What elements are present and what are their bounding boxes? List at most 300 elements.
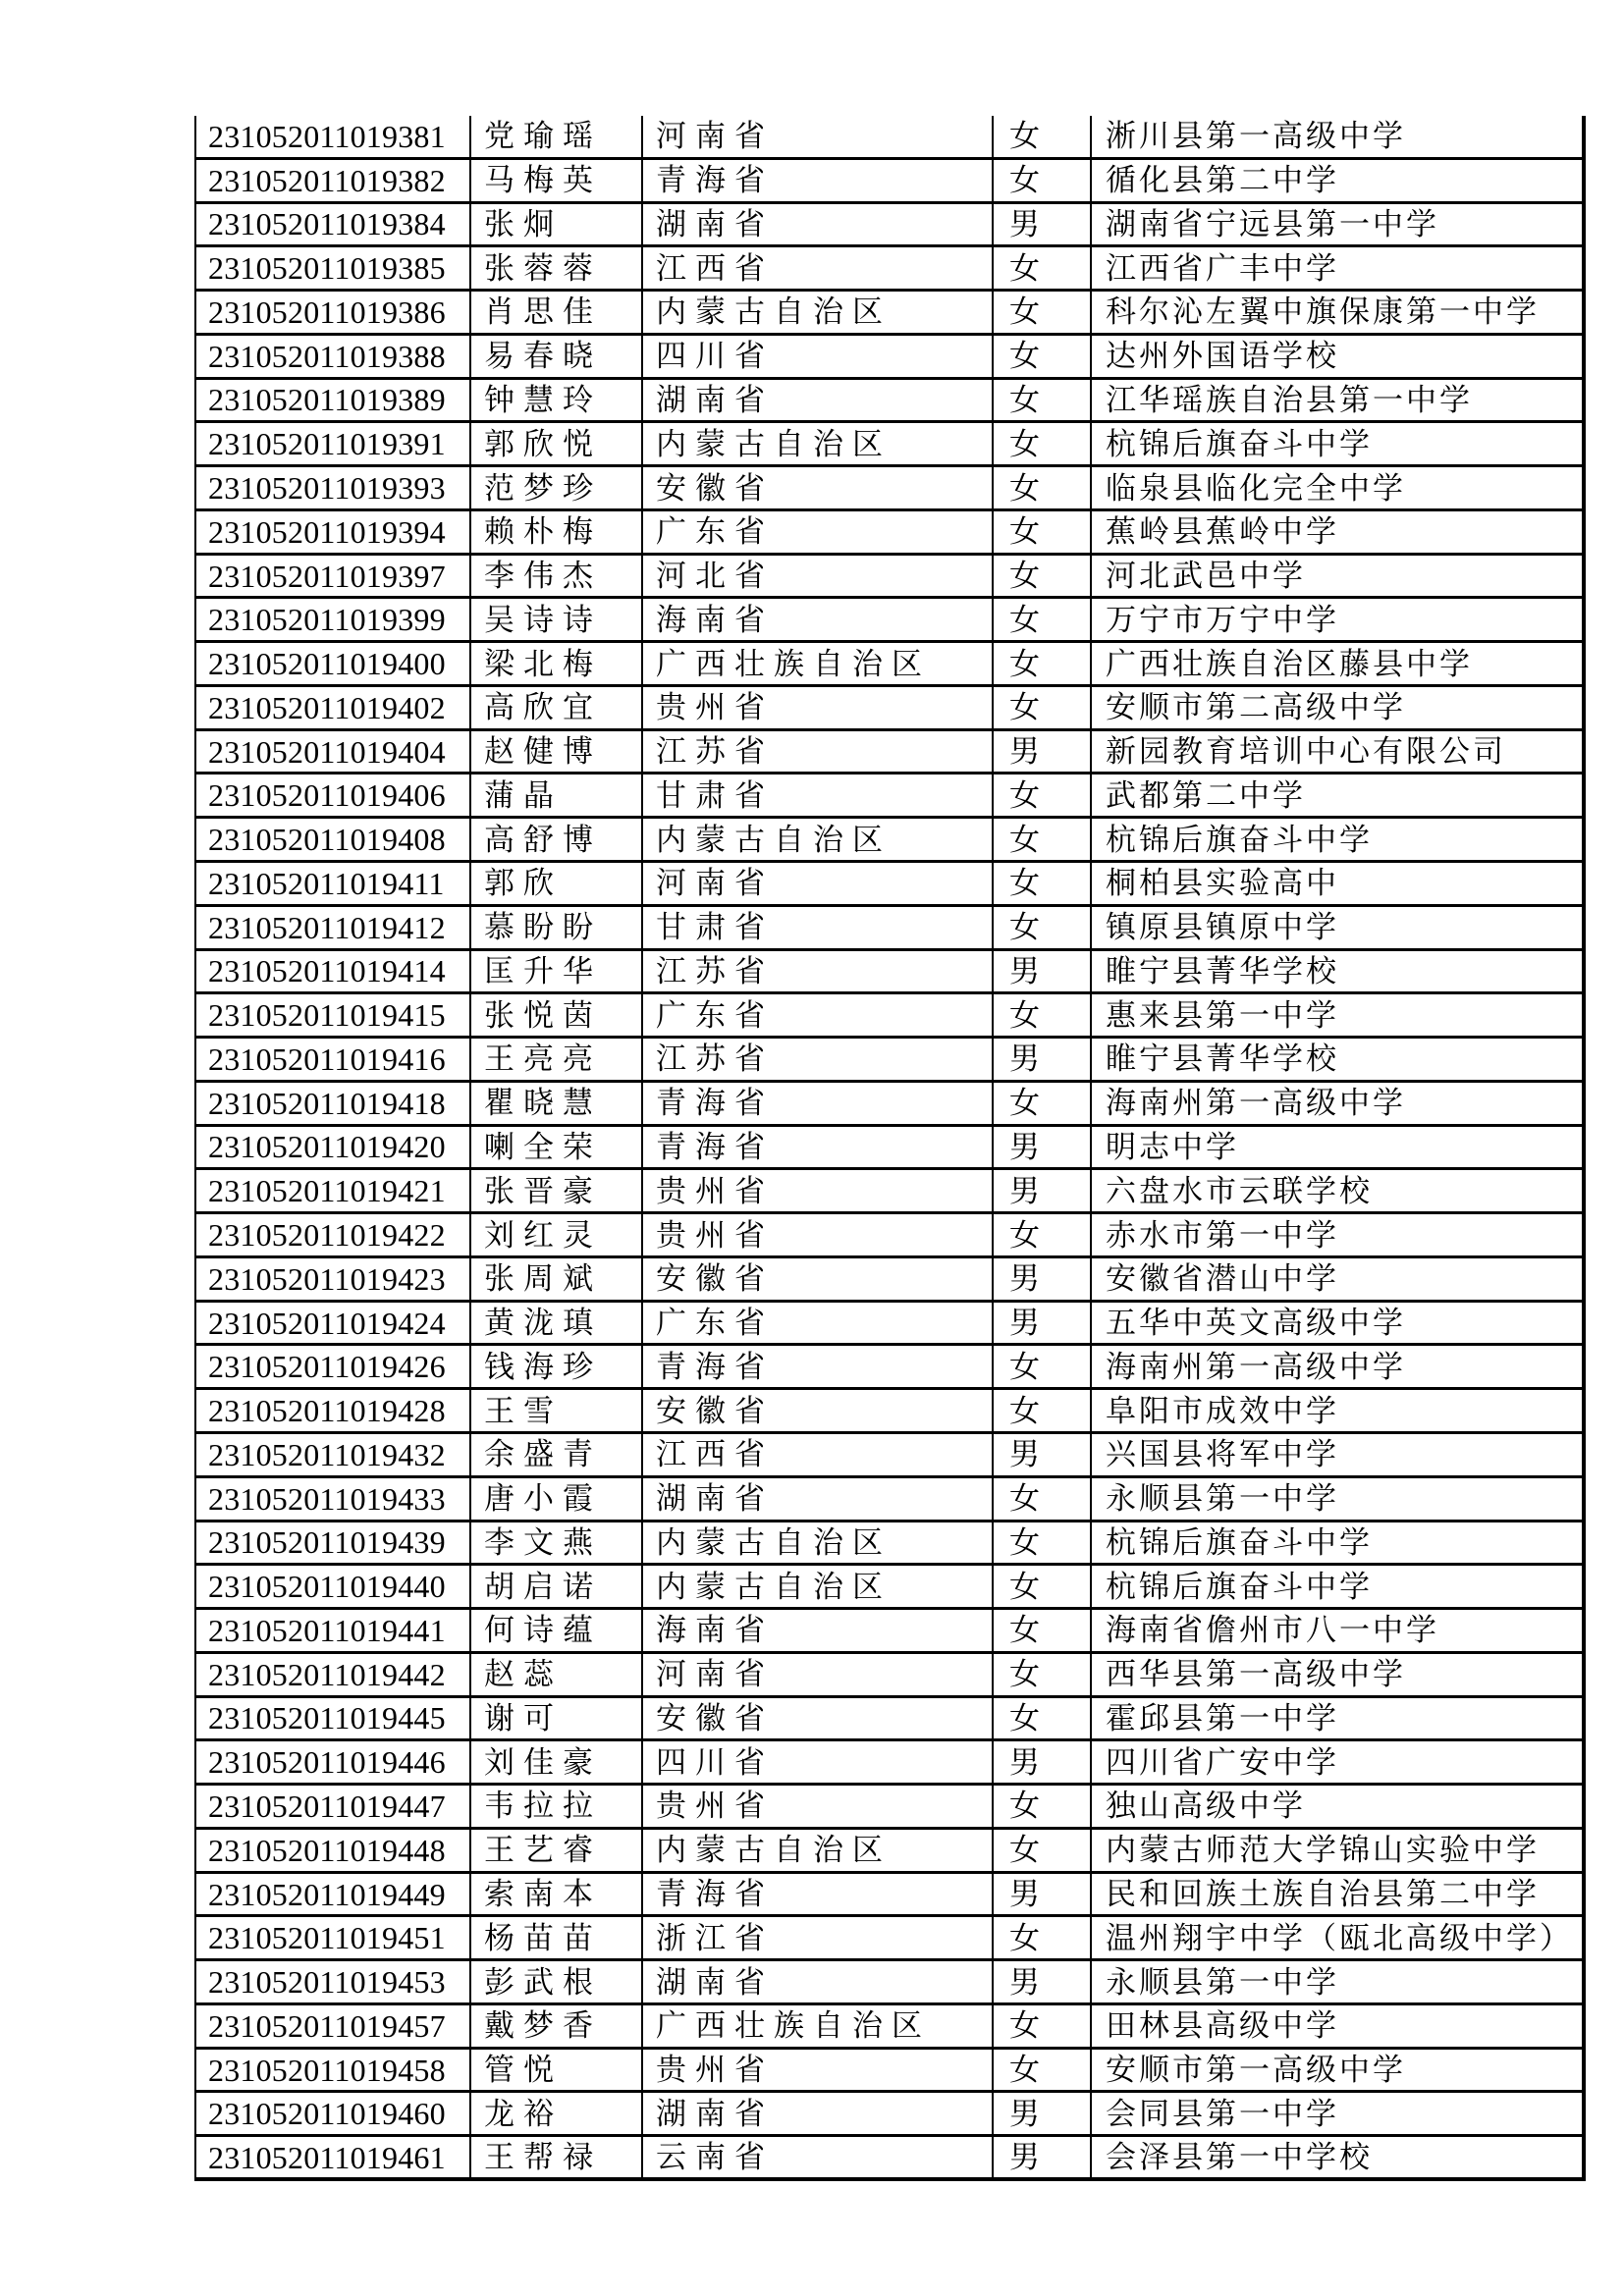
cell-exam-id [196,511,469,553]
cell-text: 五华中英文高级中学 [1106,1306,1406,1341]
cell-text: 张周斌 [484,1261,602,1297]
cell-exam-id [196,2050,469,2091]
cell-text: 蕉岭县蕉岭中学 [1106,514,1339,550]
cell-school [1090,863,1582,904]
cell-exam-id [196,1214,469,1255]
cell-province [641,1830,992,1871]
cell-name [469,1170,641,1211]
cell-province [641,1258,992,1300]
table-row [194,1083,1586,1127]
cell-text: 女 [1009,1086,1040,1121]
cell-text: 贵州省 [656,2053,774,2088]
cell-text: 女 [1009,250,1040,286]
cell-text: 女 [1009,514,1040,550]
cell-text: 231052011019461 [208,2139,446,2175]
cell-exam-id [196,1610,469,1651]
cell-name [469,380,641,421]
table-row [194,2137,1586,2181]
cell-gender [992,423,1090,464]
cell-text: 231052011019404 [208,733,446,770]
table-row [194,2050,1586,2094]
cell-gender [992,2050,1090,2091]
cell-gender [992,1917,1090,1958]
cell-text: 231052011019402 [208,689,446,725]
cell-text: 231052011019442 [208,1656,446,1692]
cell-gender [992,1127,1090,1168]
cell-name [469,1478,641,1520]
table-row [194,247,1586,292]
cell-name [469,1698,641,1739]
cell-province [641,1434,992,1475]
cell-text: 会泽县第一中学校 [1106,2140,1373,2175]
cell-text: 海南州第一高级中学 [1106,1086,1406,1121]
cell-text: 范梦珍 [484,470,602,506]
cell-text: 231052011019420 [208,1129,446,1165]
cell-exam-id [196,556,469,597]
cell-name [469,1258,641,1300]
table-row [194,116,1586,160]
cell-text: 唐小霞 [484,1481,602,1517]
cell-name [469,731,641,773]
cell-gender [992,1434,1090,1475]
cell-text: 镇原县镇原中学 [1106,910,1339,945]
cell-text: 张晋豪 [484,1173,602,1208]
cell-text: 231052011019446 [208,1744,446,1781]
cell-text: 海南州第一高级中学 [1106,1349,1406,1384]
cell-name [469,1522,641,1564]
cell-name [469,204,641,245]
cell-text: 231052011019389 [208,382,446,418]
cell-text: 安徽省 [656,1393,774,1428]
cell-text: 四川省 [656,1744,774,1780]
cell-text: 湖南省 [656,1964,774,2000]
table-row [194,292,1586,336]
cell-text: 万宁市万宁中学 [1106,602,1339,637]
cell-text: 男 [1009,206,1040,241]
cell-text: 李伟杰 [484,559,602,594]
cell-school [1090,336,1582,377]
cell-province [641,1039,992,1080]
cell-province [641,556,992,597]
cell-text: 女 [1009,559,1040,594]
cell-text: 胡启诺 [484,1569,602,1604]
cell-text: 湖南省 [656,206,774,241]
cell-province [641,2093,992,2134]
cell-text: 贵州省 [656,690,774,725]
cell-school [1090,292,1582,333]
cell-text: 杭锦后旗奋斗中学 [1106,426,1373,461]
cell-text: 女 [1009,690,1040,725]
cell-text: 西华县第一高级中学 [1106,1657,1406,1692]
table-row [194,1874,1586,1918]
cell-school [1090,1127,1582,1168]
cell-school [1090,116,1582,157]
cell-name [469,2137,641,2177]
cell-name [469,907,641,948]
cell-gender [992,819,1090,860]
cell-exam-id [196,1478,469,1520]
cell-text: 广东省 [656,514,774,550]
cell-province [641,1917,992,1958]
cell-text: 女 [1009,777,1040,813]
cell-text: 会同县第一中学 [1106,2096,1339,2131]
cell-name [469,1434,641,1475]
cell-text: 女 [1009,997,1040,1033]
cell-gender [992,687,1090,728]
cell-text: 王艺睿 [484,1833,602,1868]
cell-text: 女 [1009,1569,1040,1604]
cell-name [469,774,641,816]
cell-text: 循化县第二中学 [1106,163,1339,198]
cell-text: 桐柏县实验高中 [1106,866,1339,901]
cell-text: 安顺市第一高级中学 [1106,2053,1406,2088]
cell-text: 女 [1009,1481,1040,1517]
table-row [194,204,1586,248]
cell-school [1090,423,1582,464]
cell-text: 睢宁县菁华学校 [1106,953,1339,988]
cell-exam-id [196,1698,469,1739]
cell-text: 戴梦香 [484,2008,602,2044]
cell-province [641,1390,992,1431]
cell-text: 河北武邑中学 [1106,559,1306,594]
cell-name [469,819,641,860]
cell-exam-id [196,951,469,992]
cell-name [469,643,641,684]
cell-exam-id [196,2093,469,2134]
cell-text: 龙裕 [484,2096,563,2131]
cell-text: 独山高级中学 [1106,1789,1306,1824]
cell-text: 郭欣 [484,866,563,901]
cell-exam-id [196,2137,469,2177]
cell-exam-id [196,863,469,904]
cell-school [1090,1434,1582,1475]
cell-text: 达州外国语学校 [1106,339,1339,374]
cell-gender [992,160,1090,201]
cell-text: 慕盼盼 [484,910,602,945]
cell-text: 甘肃省 [656,910,774,945]
cell-gender [992,2137,1090,2177]
cell-text: 刘佳豪 [484,1744,602,1780]
cell-text: 女 [1009,2053,1040,2088]
cell-text: 河南省 [656,119,774,154]
cell-text: 杭锦后旗奋斗中学 [1106,1569,1373,1604]
cell-name [469,994,641,1036]
cell-province [641,774,992,816]
cell-text: 赵蕊 [484,1657,563,1692]
cell-text: 彭武根 [484,1964,602,2000]
cell-text: 男 [1009,1744,1040,1780]
cell-text: 田林县高级中学 [1106,2008,1339,2044]
cell-exam-id [196,1258,469,1300]
cell-text: 河南省 [656,1657,774,1692]
cell-school [1090,1214,1582,1255]
cell-text: 广西壮族自治区 [656,646,931,681]
cell-school [1090,247,1582,289]
cell-name [469,1566,641,1607]
cell-province [641,1874,992,1915]
cell-text: 女 [1009,602,1040,637]
cell-name [469,1961,641,2002]
cell-text: 云南省 [656,2140,774,2175]
cell-text: 231052011019393 [208,470,446,506]
cell-text: 231052011019424 [208,1305,446,1341]
cell-gender [992,1566,1090,1607]
cell-text: 王亮亮 [484,1041,602,1077]
cell-name [469,2093,641,2134]
cell-province [641,292,992,333]
cell-text: 广东省 [656,1306,774,1341]
cell-gender [992,1522,1090,1564]
cell-text: 科尔沁左翼中旗保康第一中学 [1106,294,1540,330]
student-roster-table [194,116,1586,2181]
cell-text: 杭锦后旗奋斗中学 [1106,1524,1373,1560]
cell-text: 231052011019391 [208,426,446,462]
cell-text: 索南本 [484,1877,602,1911]
cell-gender [992,511,1090,553]
cell-text: 安徽省 [656,1700,774,1735]
cell-school [1090,907,1582,948]
cell-text: 男 [1009,1173,1040,1208]
table-row [194,1127,1586,1171]
cell-text: 231052011019457 [208,2007,446,2044]
cell-gender [992,556,1090,597]
cell-text: 女 [1009,163,1040,198]
cell-text: 231052011019432 [208,1436,446,1472]
table-row [194,1258,1586,1303]
cell-text: 内蒙古师范大学锦山实验中学 [1106,1833,1540,1868]
cell-exam-id [196,774,469,816]
cell-text: 男 [1009,1306,1040,1341]
cell-gender [992,2005,1090,2047]
cell-name [469,599,641,640]
cell-school [1090,687,1582,728]
table-row [194,2093,1586,2137]
cell-text: 湖南省宁远县第一中学 [1106,206,1439,241]
cell-gender [992,1741,1090,1783]
cell-name [469,1741,641,1783]
cell-province [641,951,992,992]
cell-province [641,1654,992,1695]
cell-text: 海南省儋州市八一中学 [1106,1613,1439,1648]
cell-text: 永顺县第一中学 [1106,1964,1339,2000]
cell-text: 江西省广丰中学 [1106,250,1339,286]
cell-text: 男 [1009,1041,1040,1077]
cell-text: 231052011019441 [208,1612,446,1648]
cell-exam-id [196,423,469,464]
cell-name [469,951,641,992]
cell-text: 女 [1009,822,1040,857]
cell-exam-id [196,1039,469,1080]
table-row [194,556,1586,600]
cell-text: 贵州省 [656,1173,774,1208]
cell-school [1090,774,1582,816]
cell-exam-id [196,994,469,1036]
cell-school [1090,1258,1582,1300]
cell-name [469,863,641,904]
cell-gender [992,951,1090,992]
cell-text: 匡升华 [484,953,602,988]
cell-exam-id [196,687,469,728]
cell-province [641,1741,992,1783]
cell-province [641,467,992,508]
cell-province [641,994,992,1036]
cell-text: 江华瑶族自治县第一中学 [1106,382,1473,417]
cell-school [1090,1917,1582,1958]
table-row [194,1830,1586,1874]
cell-province [641,1961,992,2002]
cell-exam-id [196,247,469,289]
cell-gender [992,1303,1090,1344]
cell-name [469,1214,641,1255]
cell-text: 内蒙古自治区 [656,294,892,330]
cell-name [469,2050,641,2091]
cell-gender [992,1170,1090,1211]
cell-text: 男 [1009,1877,1040,1911]
cell-text: 钱海珍 [484,1349,602,1384]
cell-school [1090,1698,1582,1739]
cell-school [1090,819,1582,860]
cell-text: 男 [1009,953,1040,988]
cell-exam-id [196,336,469,377]
cell-text: 喇全荣 [484,1129,602,1164]
cell-text: 女 [1009,1920,1040,1955]
cell-province [641,247,992,289]
cell-exam-id [196,467,469,508]
cell-name [469,1786,641,1827]
cell-school [1090,643,1582,684]
cell-text: 张悦茵 [484,997,602,1033]
cell-province [641,687,992,728]
cell-gender [992,599,1090,640]
cell-text: 李文燕 [484,1524,602,1560]
cell-text: 231052011019399 [208,602,446,638]
cell-exam-id [196,1303,469,1344]
cell-text: 231052011019433 [208,1480,446,1517]
cell-exam-id [196,1654,469,1695]
cell-text: 郭欣悦 [484,426,602,461]
table-row [194,687,1586,731]
cell-name [469,116,641,157]
cell-text: 231052011019426 [208,1349,446,1385]
cell-gender [992,380,1090,421]
cell-text: 女 [1009,382,1040,417]
table-row [194,994,1586,1039]
cell-text: 231052011019439 [208,1524,446,1561]
cell-school [1090,2050,1582,2091]
cell-exam-id [196,1917,469,1958]
cell-text: 余盛青 [484,1437,602,1472]
cell-text: 吴诗诗 [484,602,602,637]
cell-text: 231052011019418 [208,1085,446,1121]
cell-text: 安徽省 [656,1261,774,1297]
cell-text: 内蒙古自治区 [656,426,892,461]
cell-text: 231052011019406 [208,777,446,814]
cell-province [641,819,992,860]
cell-province [641,1346,992,1387]
cell-text: 安徽省 [656,470,774,506]
cell-province [641,1478,992,1520]
cell-text: 江苏省 [656,953,774,988]
table-row [194,907,1586,951]
table-row [194,1390,1586,1434]
cell-name [469,1083,641,1124]
cell-province [641,1786,992,1827]
cell-text: 青海省 [656,1086,774,1121]
cell-gender [992,1039,1090,1080]
cell-text: 湖南省 [656,2096,774,2131]
cell-text: 江苏省 [656,734,774,770]
cell-text: 231052011019414 [208,953,446,989]
cell-text: 睢宁县菁华学校 [1106,1041,1339,1077]
cell-school [1090,1478,1582,1520]
cell-text: 男 [1009,1261,1040,1297]
cell-text: 刘红灵 [484,1217,602,1253]
cell-text: 女 [1009,470,1040,506]
cell-exam-id [196,1874,469,1915]
cell-school [1090,1610,1582,1651]
cell-text: 231052011019400 [208,646,446,682]
cell-name [469,160,641,201]
cell-text: 231052011019415 [208,997,446,1034]
cell-text: 淅川县第一高级中学 [1106,119,1406,154]
cell-text: 瞿晓慧 [484,1086,602,1121]
cell-text: 女 [1009,1393,1040,1428]
cell-exam-id [196,1786,469,1827]
table-row [194,863,1586,907]
cell-gender [992,643,1090,684]
cell-text: 韦拉拉 [484,1789,602,1824]
cell-school [1090,467,1582,508]
cell-text: 女 [1009,1217,1040,1253]
table-row [194,1434,1586,1478]
cell-exam-id [196,1346,469,1387]
cell-text: 内蒙古自治区 [656,1569,892,1604]
cell-province [641,204,992,245]
cell-school [1090,2137,1582,2177]
cell-text: 谢可 [484,1700,563,1735]
cell-text: 河北省 [656,559,774,594]
cell-school [1090,1522,1582,1564]
table-row [194,1654,1586,1698]
cell-text: 231052011019440 [208,1569,446,1605]
cell-gender [992,907,1090,948]
cell-province [641,2005,992,2047]
cell-exam-id [196,160,469,201]
cell-text: 张蓉蓉 [484,250,602,286]
table-row [194,1214,1586,1258]
cell-text: 青海省 [656,1877,774,1911]
cell-text: 浙江省 [656,1920,774,1955]
cell-province [641,1522,992,1564]
cell-province [641,511,992,553]
cell-text: 阜阳市成效中学 [1106,1393,1339,1428]
cell-text: 女 [1009,119,1040,154]
cell-school [1090,1390,1582,1431]
cell-text: 231052011019451 [208,1920,446,1956]
table-row [194,1170,1586,1214]
cell-text: 民和回族土族自治县第二中学 [1106,1877,1540,1911]
cell-province [641,336,992,377]
cell-text: 赖朴梅 [484,514,602,550]
table-row [194,774,1586,819]
cell-text: 四川省广安中学 [1106,1744,1339,1780]
cell-gender [992,1346,1090,1387]
cell-name [469,1830,641,1871]
cell-exam-id [196,116,469,157]
cell-text: 六盘水市云联学校 [1106,1173,1373,1208]
cell-gender [992,1786,1090,1827]
cell-text: 甘肃省 [656,777,774,813]
